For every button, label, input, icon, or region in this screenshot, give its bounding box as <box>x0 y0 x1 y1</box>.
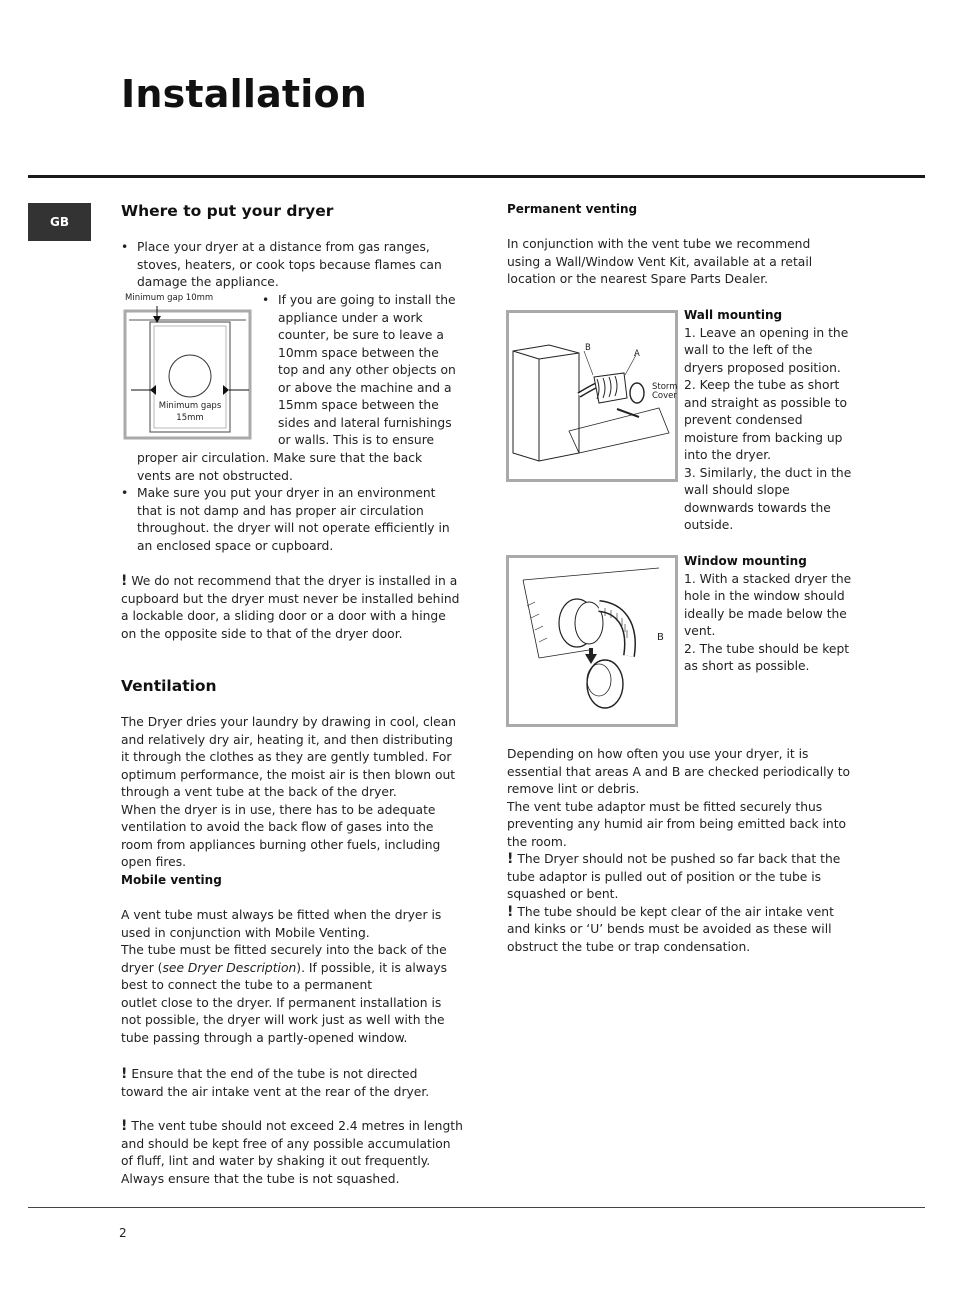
gap-top-label: Minimum gap 10mm <box>125 293 214 303</box>
footer-rule <box>28 1207 925 1208</box>
window-step-1: 1. With a stacked dryer the hole in the window should ideally be made below the vent. <box>684 571 852 638</box>
maintenance-text <box>507 746 852 956</box>
wall-figure-label-a: A <box>634 349 640 359</box>
clearance-figure <box>121 292 256 442</box>
ventilation-paragraph-2: When the dryer is in use, there has to be adequate ventilation to avoid the back flow of gases into the room from appliances burning other fuels, including open fires. <box>121 802 441 869</box>
wall-step-1: 1. Leave an opening in the wall to the left of the dryers proposed position. <box>684 325 849 375</box>
warning-mark: ! <box>507 903 514 920</box>
mobile-paragraph-3: outlet close to the dryer. If permanent installation is not possible, the dryer will work just as well with the tube passing through a partly-opened window. <box>121 995 445 1045</box>
mobile-paragraph-2-reference: see Dryer Description <box>162 960 297 975</box>
window-mounting-diagram <box>509 558 675 724</box>
cupboard-warning-text: We do not recommend that the dryer is installed in a cupboard but the dryer must never be installed behind a lockable door, a sliding door or a door with a hinge on the opposite side to that of the dryer door. <box>121 574 460 641</box>
window-mounting-heading: Window mounting <box>684 554 807 568</box>
mobile-paragraph-2 <box>121 942 463 995</box>
mobile-venting-text <box>121 907 463 1047</box>
window-figure-label-b: B <box>657 632 664 643</box>
maintenance-warning-1 <box>507 851 852 904</box>
maintenance-paragraph-1: Depending on how often you use your dryer, it is essential that areas A and B are checked periodically to remove lint or debris. <box>507 747 851 796</box>
page-title: Installation <box>121 72 368 116</box>
page-number: 2 <box>119 1226 127 1240</box>
cupboard-warning <box>121 573 463 643</box>
mobile-warning-2-text: The vent tube should not exceed 2.4 metres in length and should be kept free of any possible accumulation of fluff, lint and water by shaking it out frequently. Always ensure that the tube is not squashed. <box>121 1119 463 1186</box>
wall-step-3: 3. Similarly, the duct in the wall should slope downwards towards the outside. <box>684 465 852 532</box>
ventilation-text <box>121 714 463 872</box>
mobile-paragraph-2-b: ). If possible, it is always best to connect the tube to a permanent <box>121 960 448 992</box>
where-bullet-2-continued: proper air circulation. Make sure that the back vents are not obstructed. <box>137 451 423 483</box>
ventilation-paragraph-1: The Dryer dries your laundry by drawing in cool, clean and relatively dry air, heating it, and then distributing it through the clothes as they are gently tumbled. For optimum performance, the moist air is then blown out through a vent tube at the back of the dryer. <box>121 715 457 799</box>
wall-figure-label-storm <box>652 383 678 401</box>
mobile-warning-1-text: Ensure that the end of the tube is not directed toward the air intake vent at the rear of the dryer. <box>121 1067 430 1099</box>
mobile-paragraph-2-a: The tube must be fitted securely into the back of the dryer ( <box>121 943 447 975</box>
where-bullet-list-3 <box>121 485 461 555</box>
storm-label-line2: Cover <box>652 391 677 401</box>
permanent-venting-intro: In conjunction with the vent tube we recommend using a Wall/Window Vent Kit, available at a retail location or the nearest Spare Parts Dealer. <box>507 237 813 286</box>
gap-side-label-line1: Minimum gaps <box>158 401 222 411</box>
where-bullet-list-2 <box>262 292 462 450</box>
window-step-2: 2. The tube should be kept as short as possible. <box>684 641 850 673</box>
ventilation-heading: Ventilation <box>121 677 217 695</box>
maintenance-warning-2-text: The tube should be kept clear of the air intake vent and kinks or ‘U’ bends must be avoided as these will obstruct the tube or trap condensation. <box>507 904 834 954</box>
warning-mark: ! <box>121 573 128 589</box>
mobile-venting-heading: Mobile venting <box>121 873 222 887</box>
permanent-venting-heading: Permanent venting <box>507 202 638 216</box>
where-bullet-1: • Place your dryer at a distance from gas ranges, stoves, heaters, or cook tops because flames can damage the appliance. <box>121 239 456 292</box>
mobile-warning-2 <box>121 1118 463 1188</box>
language-tab: GB <box>28 203 91 241</box>
warning-mark: ! <box>507 851 514 867</box>
wall-mounting-figure <box>506 310 678 482</box>
where-bullet-2: • If you are going to install the appliance under a work counter, be sure to leave a 10mm space between the top and any other objects on or above the machine and a 15mm space between the sides and lateral furnishings or walls. This is to ensure <box>262 292 462 450</box>
maintenance-warning-2 <box>507 904 852 957</box>
where-bullet-list-1 <box>121 239 456 292</box>
maintenance-paragraph-2: The vent tube adaptor must be fitted securely thus preventing any humid air from being emitted back into the room. <box>507 799 847 849</box>
warning-mark: ! <box>121 1118 128 1134</box>
wall-step-2: 2. Keep the tube as short and straight as possible to prevent condensed moisture from backing up into the dryer. <box>684 378 848 462</box>
maintenance-warning-1-text: The Dryer should not be pushed so far back that the tube adaptor is pulled out of position or the tube is squashed or bent. <box>507 852 841 901</box>
where-bullet-3: • Make sure you put your dryer in an environment that is not damp and has proper air circulation throughout. the dryer will not operate efficiently in an enclosed space or cupboard. <box>121 485 461 555</box>
mobile-paragraph-1: A vent tube must always be fitted when the dryer is used in conjunction with Mobile Venting. <box>121 908 442 940</box>
wall-mounting-diagram <box>509 313 675 479</box>
wall-mounting-text <box>684 307 852 535</box>
warning-mark: ! <box>121 1066 128 1082</box>
where-heading: Where to put your dryer <box>121 202 334 220</box>
storm-label-line1: Storm <box>652 382 678 392</box>
wall-figure-label-b: B <box>585 343 591 353</box>
gap-side-label-line2: 15mm <box>176 413 204 423</box>
wall-mounting-heading: Wall mounting <box>684 308 783 322</box>
window-mounting-figure <box>506 555 678 727</box>
gap-side-label <box>155 400 225 424</box>
mobile-warning-1 <box>121 1066 463 1101</box>
window-mounting-text <box>684 553 852 676</box>
header-rule <box>28 175 925 178</box>
